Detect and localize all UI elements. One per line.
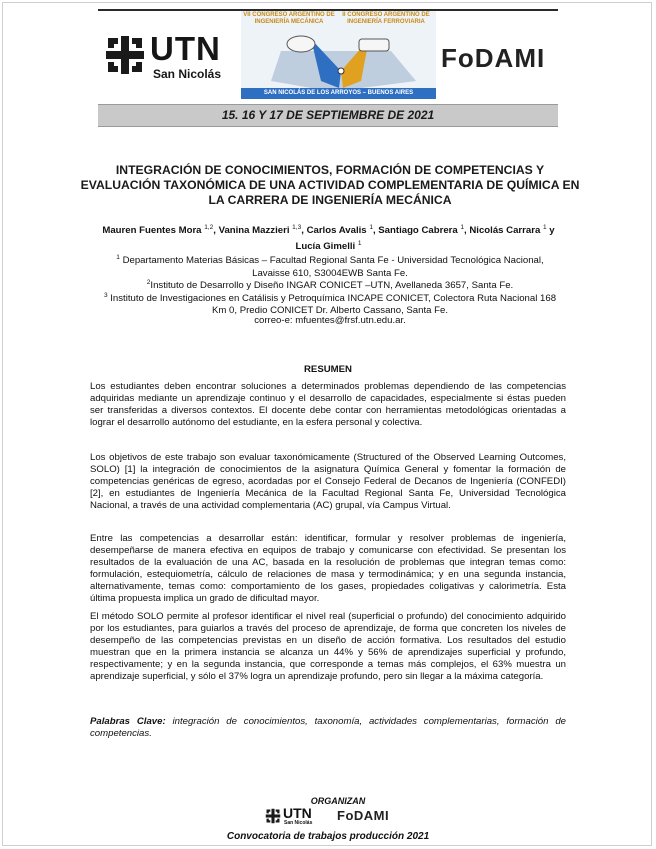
author-name: Carlos Avalis [306, 225, 367, 237]
author-affiliation-marker: 1 [542, 224, 547, 231]
fodami-logo: FoDAMI [441, 43, 546, 73]
utn-name: UTN [150, 30, 221, 67]
footer-utn-logo [265, 806, 325, 828]
author-name: Mauren Fuentes Mora [102, 225, 202, 237]
abstract-paragraph-2: Los objetivos de este trabajo son evaluar taxonómicamente (Structured of the Observed Learning Outcomes, SOLO) [1] la integración de conocimientos de la asignatura Química General y fomentar la formación de competencias genéricas de egreso, acordadas por el Consejo Federal de Decanos de Ingeniería (CONFEDI) [2], en estudiantes de Ingeniería Mecánica de la Facultad Regional Santa Fe, Universidad Tecnológica Nacional, a través de una actividad complementaria (AC) grupal, vía Campus Virtual. [90, 452, 566, 511]
abstract-heading: RESUMEN [304, 364, 352, 375]
author-separator: , [464, 225, 470, 237]
affiliation-1-marker: 1 [116, 254, 120, 261]
utn-logo [104, 30, 234, 82]
utn-emblem-icon [104, 34, 146, 76]
abstract-paragraph-4: El método SOLO permite al profesor identificar el nivel real (superficial o profundo) del conocimiento adquirido por los estudiantes, para guiarlos a través del proceso de aprendizaje, de forma que concreten los niveles de desempeño de las competencias previstas en un diseño de acción formativa. Los resultados del estudio muestran que en la primera instancia se alcanza un 44% y 56% de aprendizajes superficial y profundo, respectivamente; y en la segunda instancia, que corresponde a temas más complejos, el 63% muestra un aprendizaje superficial, y sólo el 37% logra un aprendizaje profundo, pero sin llegar a la máxima categoría. [90, 611, 566, 682]
keywords-label: Palabras Clave: [90, 716, 166, 727]
abstract-paragraph-3: Entre las competencias a desarrollar están: identificar, formular y resolver problemas de ingeniería, desempeñarse de manera efectiva en equipos de trabajo y comunicarse con efectividad. Se presentan los resultados de la evaluación de una AC, basada en la resolución de problemas que integran temas como: formulación, estequiometría, cálculo de relaciones de masa y termodinámica; y en una segunda instancia, alternativamente, temas como: comportamiento de los gases, propiedades coligativas y calorimetría. Esta última propuesta implica un grado de dificultad mayor. [90, 533, 566, 604]
keywords [90, 716, 566, 740]
author-affiliation-marker: 1,2 [204, 224, 214, 231]
banner-title-mechanical: VII CONGRESO ARGENTINO DE INGENIERÍA MECÁNICA [243, 12, 335, 25]
utn-campus: San Nicolás [153, 67, 222, 81]
author-name: Santiago Cabrera [378, 225, 458, 237]
author-name: Nicolás Carrara [469, 225, 541, 237]
footer-fodami-logo: FoDAMI [337, 808, 390, 823]
organizers-label: ORGANIZAN [310, 796, 366, 806]
affiliation-2-marker: 2 [146, 279, 151, 286]
call-for-papers: Convocatoria de trabajos producción 2021 [226, 831, 430, 842]
affiliation-3 [100, 290, 560, 318]
author-affiliation-marker: 1,3 [292, 224, 302, 231]
banner-title-railway: II CONGRESO ARGENTINO DE INGENIERÍA FERROVIARIA [342, 12, 430, 25]
author-affiliation-marker: 1 [369, 224, 373, 231]
abstract-paragraph-1: Los estudiantes deben encontrar soluciones a determinados problemas dependiendo de las competencias adquiridas mediante un aprendizaje continuo y el desarrollo de capacidades, especialmente si éstas pueden ser transferidas a diversos contextos. El docente debe contar con herramientas metodológicas orientadas a lograr el desarrollo autónomo del estudiante, en la esfera personal y colectiva. [90, 381, 566, 428]
author-name: Lucía Gimelli [295, 241, 356, 253]
affiliation-3-marker: 3 [103, 291, 108, 299]
keywords-text: integración de conocimientos, taxonomía, actividades complementarias, formación de competencias. [90, 716, 567, 739]
contact-email: correo-e: mfuentes@frsf.utn.edu.ar. [254, 314, 406, 326]
congress-dates: 15. 16 Y 17 DE SEPTIEMBRE DE 2021 [98, 104, 558, 127]
banner-location: SAN NICOLÁS DE LOS ARROYOS – BUENOS AIRES [241, 88, 436, 99]
author-separator: y [546, 225, 555, 237]
footer-utn-name: UTN [283, 805, 312, 821]
footer-utn-campus: San Nicolás [284, 820, 313, 826]
footer-utn-emblem-icon [265, 808, 281, 824]
author-affiliation-marker: 1 [460, 224, 465, 231]
affiliation-2-text: Instituto de Desarrollo y Diseño INGAR CONICET –UTN, Avellaneda 3657, Santa Fe. [150, 280, 514, 292]
paper-title: INTEGRACIÓN DE CONOCIMIENTOS, FORMACIÓN DE COMPETENCIAS Y EVALUACIÓN TAXONÓMICA DE UNA ACTIVIDAD COMPLEMENTARIA DE QUÍMICA EN LA CARRERA DE INGENIERÍA MECÁNICA [80, 163, 580, 207]
author-separator: , [372, 225, 379, 237]
author-list [96, 221, 561, 253]
affiliation-3-text: Instituto de Investigaciones en Catálisis y Petroquímica INCAPE CONICET, Colectora Ruta Nacional 168 Km 0, Predio CONICET Dr. Alberto Cassano, Santa Fe. [107, 292, 557, 317]
affiliation-1 [100, 252, 560, 280]
affiliation-1-text: Departamento Materias Básicas – Facultad Regional Santa Fe - Universidad Tecnológica Nacional, Lavaisse 610, S3004EWB Santa Fe. [119, 255, 544, 279]
author-separator: , [213, 225, 219, 237]
author-separator: , [301, 225, 307, 237]
author-name: Vanina Mazzieri [218, 225, 290, 237]
author-affiliation-marker: 1 [357, 240, 362, 248]
congress-banner [241, 11, 436, 99]
